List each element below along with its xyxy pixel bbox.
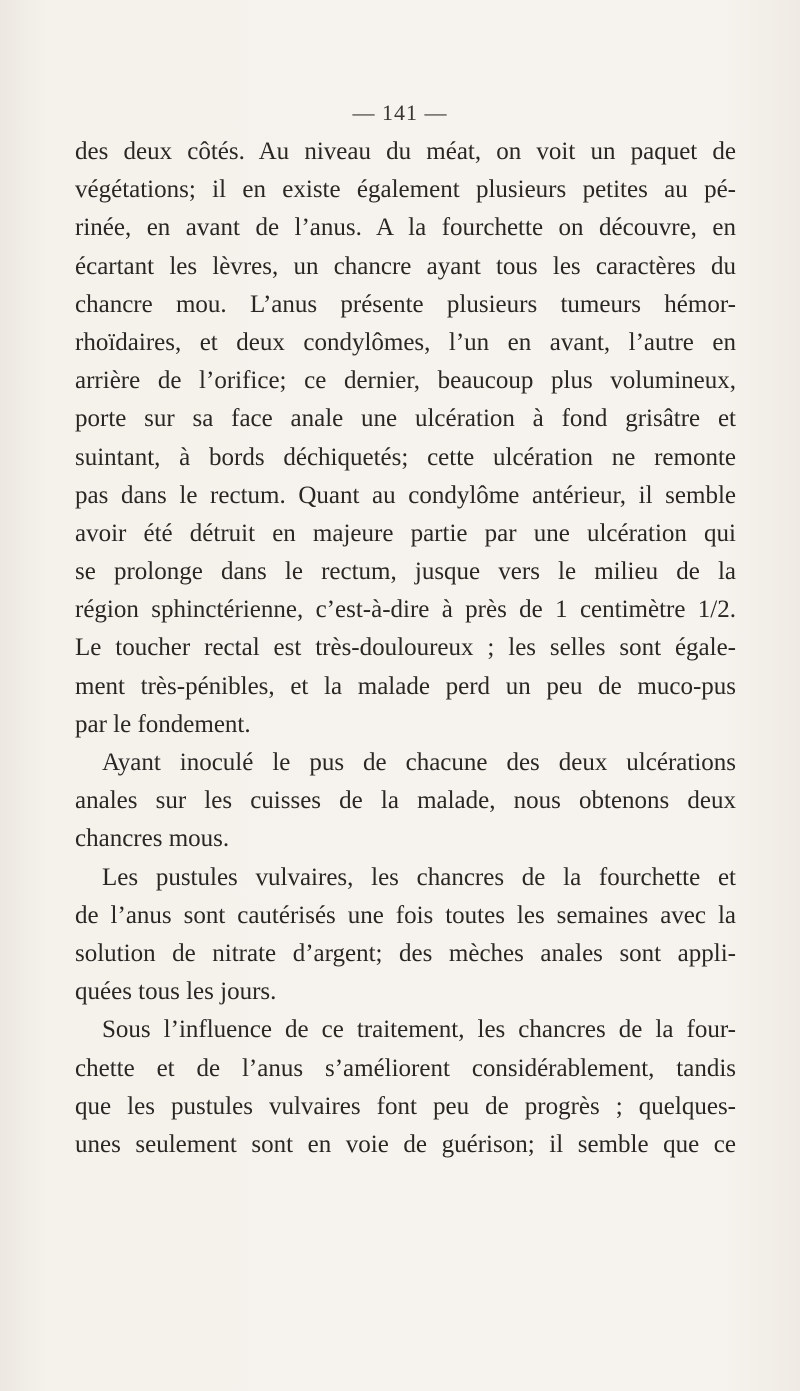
text-line: solution de nitrate d’argent; des mèches anales sont appli-	[75, 939, 736, 967]
text-line: que les pustules vulvaires font peu de progrès ; quelques-	[75, 1092, 736, 1120]
text-line: pas dans le rectum. Quant au condylôme antérieur, il semble	[75, 481, 736, 509]
text-line: suintant, à bords déchiquetés; cette ulcération ne remonte	[75, 443, 736, 471]
text-line: chancres mous.	[75, 825, 230, 853]
text-line: Ayant inoculé le pus de chacune des deux ulcérations	[102, 749, 736, 776]
text-line: Le toucher rectal est très-douloureux ; les selles sont égale-	[75, 634, 736, 662]
text-line: ment très-pénibles, et la malade perd un peu de muco-pus	[75, 672, 736, 700]
body-text	[75, 133, 736, 1164]
text-line: rhoïdaires, et deux condylômes, l’un en avant, l’autre en	[75, 328, 736, 356]
text-line: écartant les lèvres, un chancre ayant tous les caractères du	[75, 252, 736, 280]
text-line: arrière de l’orifice; ce dernier, beaucoup plus volumineux,	[75, 367, 736, 395]
text-line: par le fondement.	[75, 710, 251, 738]
text-line: unes seulement sont en voie de guérison; il semble que ce	[75, 1130, 736, 1158]
text-line: anales sur les cuisses de la malade, nous obtenons deux	[75, 787, 736, 815]
text-line: se prolonge dans le rectum, jusque vers le milieu de la	[75, 558, 736, 586]
text-line: chancre mou. L’anus présente plusieurs tumeurs hémor-	[75, 290, 736, 318]
text-line: région sphinctérienne, c’est-à-dire à près de 1 centimètre 1/2.	[75, 596, 736, 624]
text-line: végétations; il en existe également plusieurs petites au pé-	[75, 176, 736, 204]
text-line: de l’anus sont cautérisés une fois toutes les semaines avec la	[75, 901, 736, 929]
text-line: chette et de l’anus s’améliorent considérablement, tandis	[75, 1054, 736, 1082]
text-line: Les pustules vulvaires, les chancres de la fourchette et	[102, 863, 736, 891]
text-line: Sous l’influence de ce traitement, les chancres de la four-	[102, 1016, 736, 1044]
page-number: — 141 —	[352, 100, 448, 125]
text-line: des deux côtés. Au niveau du méat, on voit un paquet de	[75, 138, 736, 165]
text-line: avoir été détruit en majeure partie par une ulcération qui	[75, 519, 736, 547]
text-line: porte sur sa face anale une ulcération à fond grisâtre et	[75, 405, 736, 433]
text-line: rinée, en avant de l’anus. A la fourchette on découvre, en	[75, 214, 736, 242]
text-line: quées tous les jours.	[75, 978, 277, 1006]
